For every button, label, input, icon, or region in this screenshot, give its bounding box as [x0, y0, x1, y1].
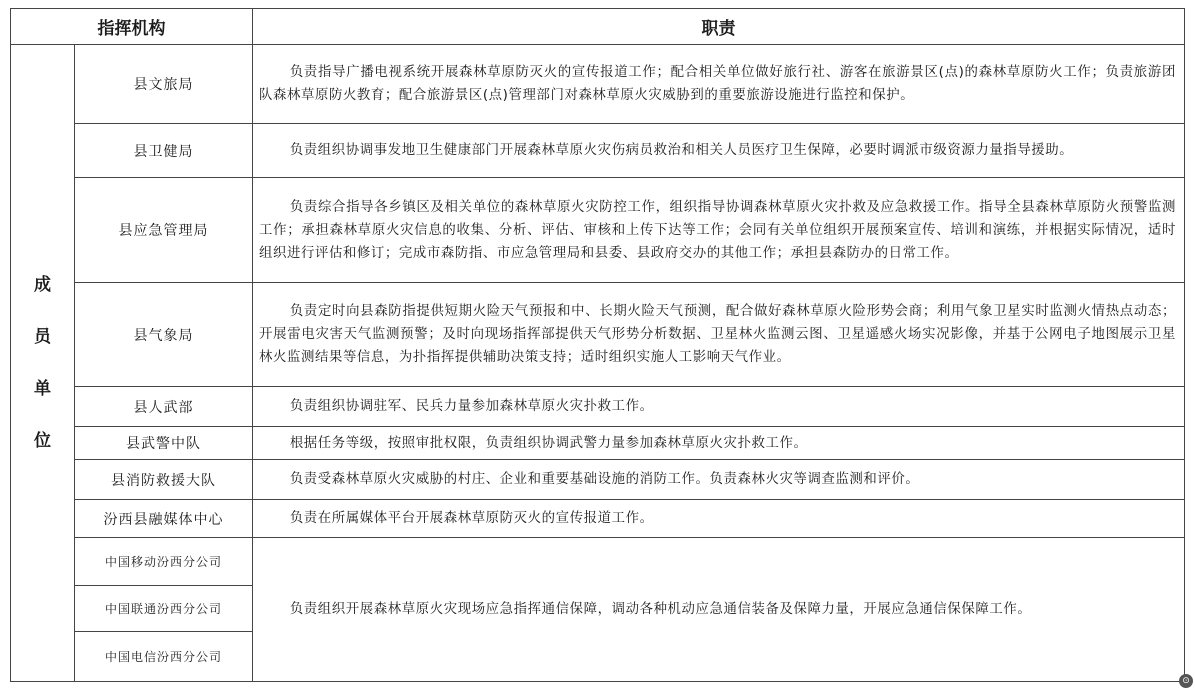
header-org: 指挥机构 — [11, 9, 253, 45]
unit-duty: 负责组织开展森林草原火灾现场应急指挥通信保障，调动各种机动应急通信装备及保障力量，开展应急通信保保障工作。 — [253, 538, 1185, 682]
header-row — [11, 9, 1185, 45]
unit-name: 中国电信汾西分公司 — [75, 632, 253, 682]
unit-name: 县卫健局 — [75, 124, 253, 178]
table-row — [11, 387, 1185, 427]
table-row — [11, 460, 1185, 500]
unit-name: 中国移动汾西分公司 — [75, 538, 253, 586]
table-row — [11, 427, 1185, 460]
overlay-badge-icon[interactable]: ⊙ — [1179, 674, 1193, 688]
unit-name: 县气象局 — [75, 283, 253, 387]
unit-name: 县应急管理局 — [75, 178, 253, 283]
unit-duty: 负责综合指导各乡镇区及相关单位的森林草原火灾防控工作，组织指导协调森林草原火灾扑救及应急救援工作。指导全县森林草原防火预警监测工作；承担森林草原火灾信息的收集、分析、评估、审核和上传下达等工作；会同有关单位组织开展预案宣传、培训和演练，并根据实际情况，适时组织进行评估和修订；完成市森防指、市应急管理局和县委、县政府交办的其他工作；承担县森防办的日常工作。 — [253, 178, 1185, 283]
header-duty: 职责 — [253, 9, 1185, 45]
group-label — [11, 45, 75, 682]
table-row — [11, 500, 1185, 538]
table-row — [11, 178, 1185, 283]
group-label-char: 单 — [34, 379, 51, 399]
unit-duty: 负责组织协调驻军、民兵力量参加森林草原火灾扑救工作。 — [253, 387, 1185, 427]
table-row — [11, 45, 1185, 124]
group-label-char: 位 — [34, 431, 51, 451]
table-row — [11, 124, 1185, 178]
unit-duty: 负责受森林草原火灾威胁的村庄、企业和重要基础设施的消防工作。负责森林火灾等调查监测和评价。 — [253, 460, 1185, 500]
table-row — [11, 283, 1185, 387]
table-row — [11, 538, 1185, 586]
unit-duty: 负责在所属媒体平台开展森林草原防灭火的宣传报道工作。 — [253, 500, 1185, 538]
unit-name: 中国联通汾西分公司 — [75, 586, 253, 632]
unit-duty: 根据任务等级，按照审批权限，负责组织协调武警力量参加森林草原火灾扑救工作。 — [253, 427, 1185, 460]
unit-name: 县文旅局 — [75, 45, 253, 124]
group-label-char: 成 — [34, 275, 51, 295]
unit-duty: 负责组织协调事发地卫生健康部门开展森林草原火灾伤病员救治和相关人员医疗卫生保障，必要时调派市级资源力量指导援助。 — [253, 124, 1185, 178]
unit-duty: 负责指导广播电视系统开展森林草原防灭火的宣传报道工作；配合相关单位做好旅行社、游客在旅游景区(点)的森林草原防火工作；负责旅游团队森林草原防火教育；配合旅游景区(点)管理部门对森林草原火灾威胁到的重要旅游设施进行监控和保护。 — [253, 45, 1185, 124]
responsibility-table — [10, 8, 1185, 682]
group-label-char: 员 — [34, 327, 51, 347]
unit-name: 县武警中队 — [75, 427, 253, 460]
unit-name: 汾西县融媒体中心 — [75, 500, 253, 538]
unit-name: 县人武部 — [75, 387, 253, 427]
unit-name: 县消防救援大队 — [75, 460, 253, 500]
unit-duty: 负责定时向县森防指提供短期火险天气预报和中、长期火险天气预测，配合做好森林草原火险形势会商；利用气象卫星实时监测火情热点动态；开展雷电灾害天气监测预警；及时向现场指挥部提供天气形势分析数据、卫星林火监测云图、卫星遥感火场实况影像，并基于公网电子地图展示卫星林火监测结果等信息，为扑指挥提供辅助决策支持；适时组织实施人工影响天气作业。 — [253, 283, 1185, 387]
